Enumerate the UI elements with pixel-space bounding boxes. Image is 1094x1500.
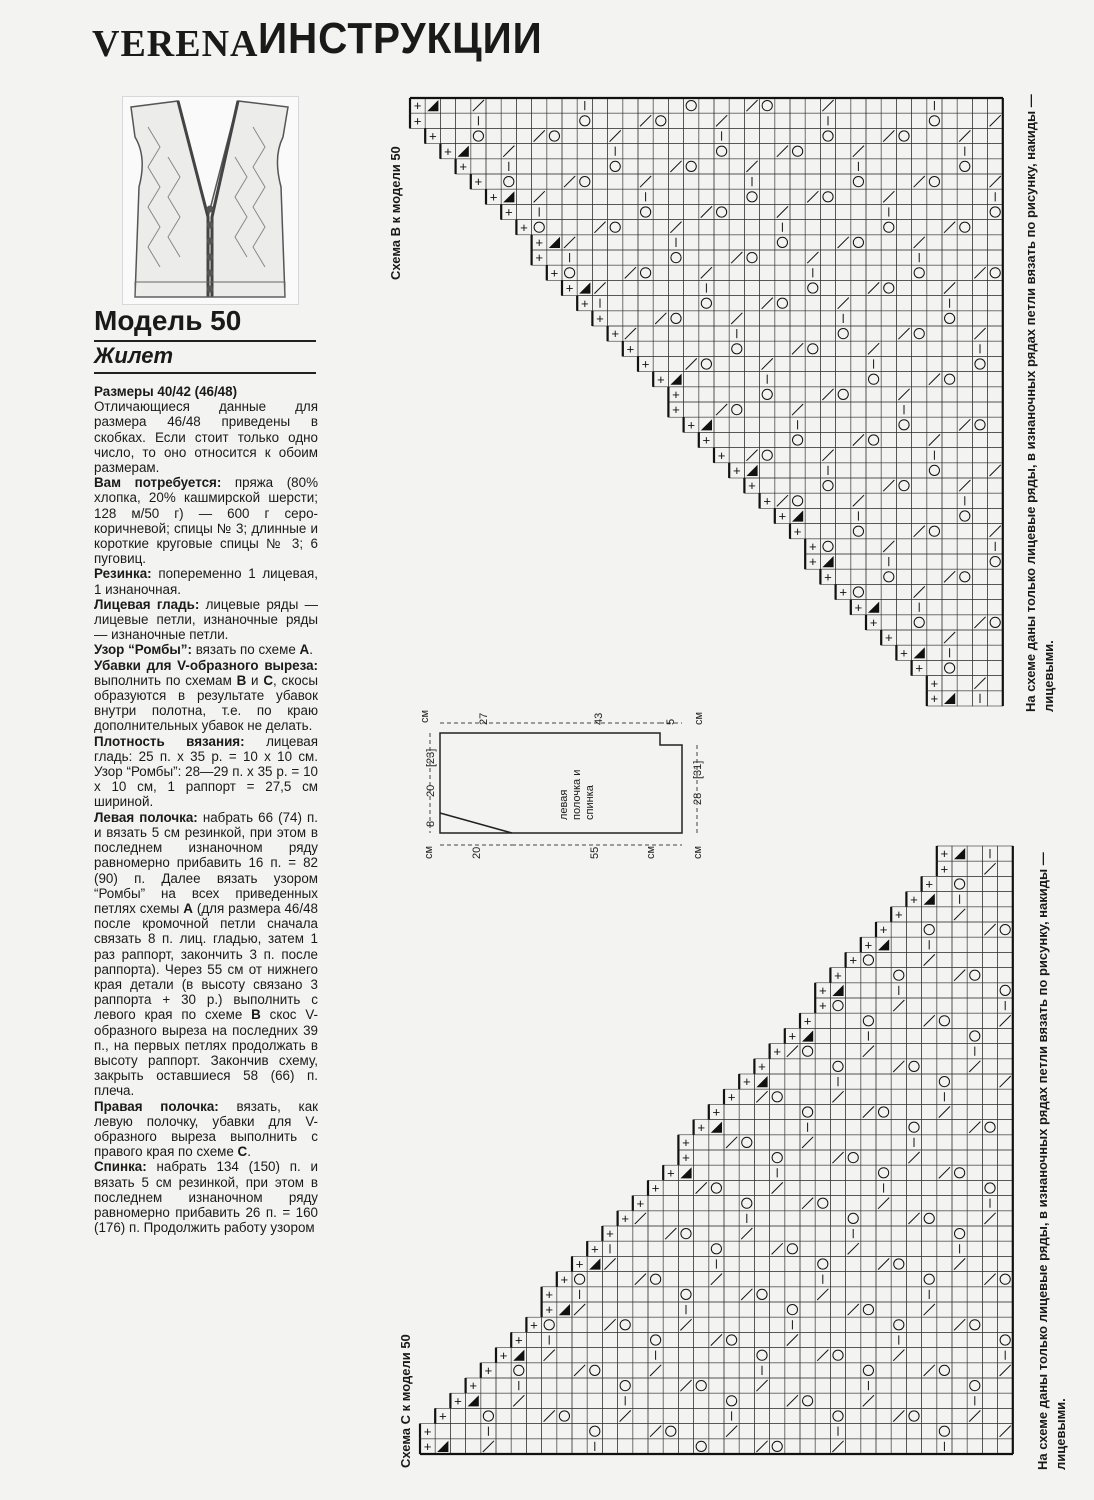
title-divider <box>94 372 316 374</box>
chart-c <box>400 838 1030 1470</box>
svg-text:+: + <box>930 691 939 706</box>
svg-text:+: + <box>514 1332 523 1348</box>
brand-logo: VERENA <box>92 23 259 65</box>
svg-text:+: + <box>824 569 832 585</box>
chart-b <box>400 90 1015 730</box>
model-title: Модель 50 <box>94 305 242 336</box>
dim-left-unit: см <box>423 845 435 859</box>
svg-text:+: + <box>748 478 756 494</box>
left-front-paragraph: Левая полочка: набрать 66 (74) п. и вязать 5 см резинкой, при этом в последнем изнаночном ряду равномерно прибавить 16 п. = 82 (90) п. Далее вязать узором “Ромбы” на всех приведенных петлях схемы А (для размера 46/48 после кромочной петли сначала связать 8 п. лиц. гладью, затем 1 раз раппорт, закончить 3 п. после раппорта). Через 55 см от нижнего края детали (в высоту связано 3 раппорта + 30 р.) выполнить с левого края по схеме В скос V-образного выреза на последних 39 п., на первых петлях продолжать в высоту раппорт. Закончив схему, закрыть оставшиеся 58 (66) п. плеча. <box>94 809 319 1099</box>
svg-text:+: + <box>758 1059 766 1074</box>
svg-text:+: + <box>611 326 620 342</box>
svg-text:+: + <box>590 1241 599 1257</box>
section-title: ИНСТРУКЦИИ <box>258 14 543 63</box>
vest-drawing <box>123 97 298 304</box>
svg-text:+: + <box>808 554 817 570</box>
svg-text:+: + <box>672 387 680 402</box>
dim-left-20: 20 <box>425 784 437 797</box>
svg-text:+: + <box>484 1363 493 1378</box>
svg-text:+: + <box>636 1195 645 1211</box>
svg-text:+: + <box>834 967 842 983</box>
schematic-label-text: левая полочка и спинка <box>558 769 596 820</box>
svg-text:+: + <box>894 907 903 922</box>
svg-text:+: + <box>550 265 559 281</box>
svg-text:+: + <box>489 189 498 205</box>
svg-text:+: + <box>560 1271 569 1287</box>
svg-text:+: + <box>535 235 544 250</box>
svg-text:+: + <box>788 1028 797 1044</box>
vest-illustration <box>122 96 299 305</box>
dim-top-unit2: см <box>693 711 705 725</box>
svg-text:+: + <box>727 1089 736 1105</box>
svg-text:+: + <box>930 675 939 691</box>
svg-text:+: + <box>413 98 422 114</box>
svg-text:+: + <box>818 998 827 1014</box>
note-b: На схеме даны только лицевые ряды, в изнаночных рядах петли вязать по рисунку, накиды — лицевыми. <box>1023 94 1056 712</box>
svg-text:+: + <box>732 463 741 478</box>
svg-text:+: + <box>864 937 873 953</box>
rib-paragraph: Резинка: попеременно 1 лицевая, 1 изнаночная. <box>94 566 318 597</box>
dim-right-31: [31] <box>692 760 704 779</box>
svg-text:+: + <box>839 584 848 600</box>
svg-text:+: + <box>535 250 544 266</box>
svg-text:+: + <box>438 1408 447 1424</box>
svg-text:+: + <box>413 113 422 129</box>
svg-text:+: + <box>504 204 513 220</box>
svg-text:+: + <box>717 447 726 463</box>
dim-top-27: 27 <box>478 712 490 725</box>
instructions-text <box>94 384 318 1235</box>
svg-text:+: + <box>520 219 528 235</box>
gauge-paragraph: Плотность вязания: лицевая гладь: 25 п. х 35 р. = 10 х 10 см. Узор “Ромбы”: 28—29 п. х 35 р. = 10 х 10 см, 1 раппорт = 27,5 см шириной. <box>94 733 318 810</box>
svg-text:+: + <box>626 341 635 357</box>
svg-text:+: + <box>428 128 437 144</box>
dim-bottom-unit: см <box>645 845 657 859</box>
garment-title: Жилет <box>94 343 174 368</box>
dim-right-28: 28 <box>692 792 704 805</box>
schematic-neck-slope <box>440 813 512 833</box>
svg-text:+: + <box>940 861 949 877</box>
svg-text:+: + <box>849 952 858 968</box>
svg-text:+: + <box>682 1135 690 1150</box>
svg-text:+: + <box>778 508 787 524</box>
svg-text:+: + <box>423 1423 432 1439</box>
sizes-label: Размеры 40/42 (46/48) <box>94 384 238 399</box>
svg-text:+: + <box>580 295 589 311</box>
svg-text:+: + <box>940 846 949 862</box>
svg-text:+: + <box>474 174 483 190</box>
svg-text:+: + <box>793 523 802 539</box>
svg-text:+: + <box>682 1150 690 1166</box>
dim-left-23: [23] <box>425 748 437 767</box>
svg-text:+: + <box>910 891 918 907</box>
svg-text:+: + <box>666 1165 675 1181</box>
svg-text:+: + <box>742 1074 751 1090</box>
chart-b-label: Схема В к модели 50 <box>388 146 403 280</box>
svg-text:+: + <box>499 1347 508 1363</box>
materials-paragraph: Вам потребуется: пряжа (80% хлопка, 20% кашмирской шерсти; 128 м/50 г) — 600 г серо-коричневой; спицы № 3; длинные и короткие круговые спицы № 3; 6 пуговиц. <box>94 475 318 567</box>
dim-top-43: 43 <box>593 712 605 725</box>
svg-text:+: + <box>641 356 650 372</box>
svg-text:+: + <box>808 539 817 554</box>
svg-text:+: + <box>773 1043 782 1059</box>
dim-right-unit: см <box>692 845 704 859</box>
svg-text:+: + <box>818 983 827 998</box>
svg-text:+: + <box>596 311 604 326</box>
svg-text:+: + <box>869 615 878 630</box>
right-front-paragraph: Правая полочка: вязать, как левую полочку, убавки для V-образного выреза выполнить с правого края по схеме С. <box>94 1098 319 1160</box>
svg-text:+: + <box>879 922 888 938</box>
chart-b-grid <box>410 98 1003 706</box>
chart-c-grid <box>420 846 1013 1454</box>
svg-text:+: + <box>702 432 711 448</box>
svg-text:+: + <box>545 1302 554 1318</box>
pattern-paragraph: Узор “Ромбы”: вязать по схеме А. <box>94 642 313 658</box>
svg-text:+: + <box>530 1317 538 1333</box>
note-c: На схеме даны только лицевые ряды, в изнаночных рядах петли вязать по рисунку, накиды — лицевыми. <box>1035 852 1068 1470</box>
stockinette-paragraph: Лицевая гладь: лицевые ряды — лицевые петли, изнаночные ряды — изнаночные петли. <box>94 596 319 643</box>
svg-text:+: + <box>651 1180 660 1196</box>
sizes-note: Отличающиеся данные для размера 46/48 приведены в скобках. Если стоит только одно число, то оно относится к обоим размерам. <box>94 399 318 476</box>
dim-left-8: 8 <box>425 820 437 827</box>
svg-text:+: + <box>712 1104 721 1120</box>
svg-text:+: + <box>459 159 468 174</box>
back-paragraph: Спинка: набрать 134 (150) п. и вязать 5 см резинкой, при этом в последнем изнаночном ряду равномерно прибавить 26 п. = 160 (176) п. Продолжить работу узором <box>94 1159 318 1236</box>
dim-top-5: 5 <box>665 718 677 725</box>
dim-bottom-55: 55 <box>589 846 601 859</box>
dim-top-unit: см <box>419 709 431 723</box>
svg-text:+: + <box>606 1226 614 1242</box>
svg-text:+: + <box>763 493 772 509</box>
title-divider <box>94 340 316 342</box>
svg-text:+: + <box>925 876 934 892</box>
svg-text:+: + <box>423 1439 432 1454</box>
svg-text:+: + <box>697 1119 706 1135</box>
svg-text:+: + <box>469 1378 478 1394</box>
svg-text:+: + <box>672 402 680 418</box>
vneck-paragraph: Убавки для V-образного выреза: выполнить по схемам В и С, скосы образуются в результате убавок внутри полотна, т.е. по краю дополнительных убавок не делать. <box>94 657 318 734</box>
svg-text:+: + <box>900 645 908 661</box>
svg-text:+: + <box>545 1287 554 1302</box>
svg-text:+: + <box>444 143 452 159</box>
svg-text:+: + <box>575 1256 584 1272</box>
svg-text:+: + <box>454 1393 462 1409</box>
svg-text:+: + <box>803 1013 812 1029</box>
svg-text:+: + <box>656 371 665 387</box>
chart-c-label: Схема С к модели 50 <box>398 1334 413 1468</box>
dim-bottom-20: 20 <box>471 846 483 859</box>
svg-text:+: + <box>884 630 893 646</box>
svg-text:+: + <box>915 660 924 676</box>
svg-text:+: + <box>565 280 574 296</box>
svg-text:+: + <box>854 599 863 615</box>
svg-text:+: + <box>621 1211 630 1226</box>
svg-text:+: + <box>687 417 696 433</box>
